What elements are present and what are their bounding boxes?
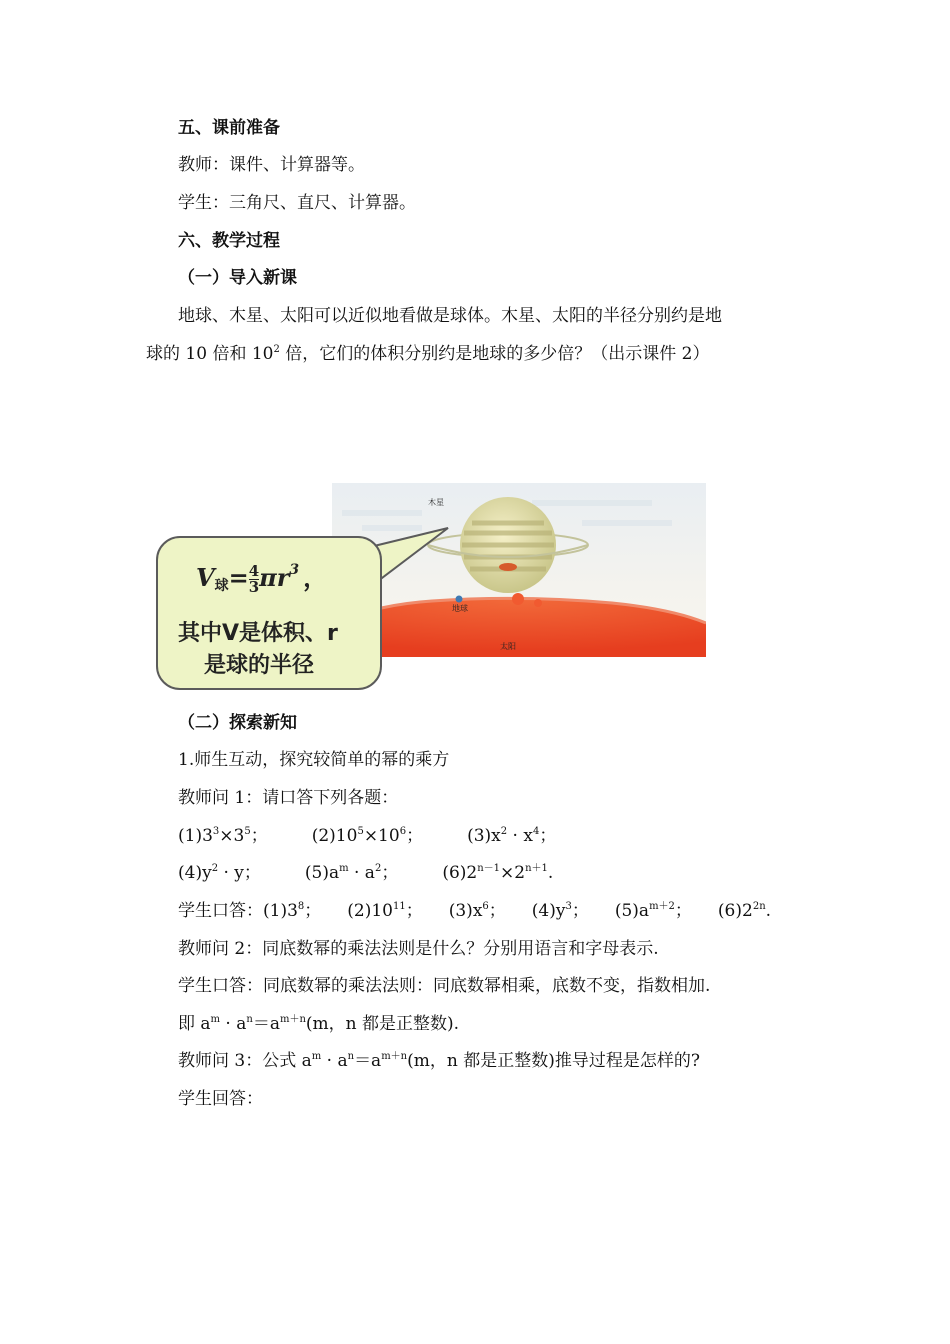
item1-text: 1.师生互动，探究较简单的幂的乘方 — [178, 750, 450, 770]
subsection-intro-heading: （一）导入新课 — [178, 268, 297, 288]
intro-paragraph-line1: 地球、木星、太阳可以近似地看做是球体。木星、太阳的半径分别约是地 — [178, 306, 722, 326]
student-answers: 学生口答：$(1)3^8$； $(2)10^{11}$； $(3)x^6$； $(4)y^3$； $(5)a^{m+2}$； $(6)2^{2n}$. — [178, 901, 772, 921]
problems-row2: $(4)y^2 \cdot y$； $(5)a^m \cdot a^2$； $(6)2^{n-1}\times 2^{n+1}$. — [178, 863, 554, 883]
teacher-prep: 教师：课件、计算器等。 — [178, 155, 365, 175]
student-prep: 学生：三角尺、直尺、计算器。 — [178, 193, 416, 213]
callout-line2: 是球的半径 — [204, 653, 315, 678]
callout-line1: 其中V是体积、r — [178, 621, 338, 646]
intro-paragraph-line2: 球的 10 倍和 $10^2$ 倍，它们的体积分别约是地球的多少倍？（出示课件 2） — [146, 344, 710, 364]
subsection-explore-heading: （二）探索新知 — [178, 713, 297, 733]
sun-label: 太阳 — [500, 642, 516, 651]
student-answer-q3: 学生回答： — [178, 1089, 263, 1109]
earth-label: 地球 — [452, 604, 468, 613]
planet-figure — [140, 478, 720, 696]
student-answer-q2: 学生口答：同底数幂的乘法法则：同底数幂相乘，底数不变，指数相加. — [178, 976, 711, 996]
section6-heading: 六、教学过程 — [178, 231, 280, 251]
teacher-question3: 教师问 3：公式 $a^m \cdot a^n=a^{m+n}(m$，n 都是正整数)推导过程是怎样的? — [178, 1051, 700, 1071]
teacher-question2: 教师问 2：同底数幂的乘法法则是什么？分别用语言和字母表示. — [178, 939, 659, 959]
teacher-question1: 教师问 1：请口答下列各题： — [178, 788, 399, 808]
sphere-volume-formula: V球= $\frac{4}{3}$ $\pi r^3$ ， — [196, 562, 328, 596]
section5-heading: 五、课前准备 — [178, 118, 280, 138]
problems-row1: $(1)3^3\times 3^5$； $(2)10^5\times 10^6$； $(3)x^2 \cdot x^4$； — [178, 826, 557, 846]
jupiter-label: 木星 — [428, 498, 444, 507]
formula-callout — [156, 536, 382, 690]
multiplication-rule: 即 $a^m \cdot a^n=a^{m+n}(m$，n 都是正整数). — [178, 1014, 460, 1034]
callout-pointer — [370, 518, 470, 598]
